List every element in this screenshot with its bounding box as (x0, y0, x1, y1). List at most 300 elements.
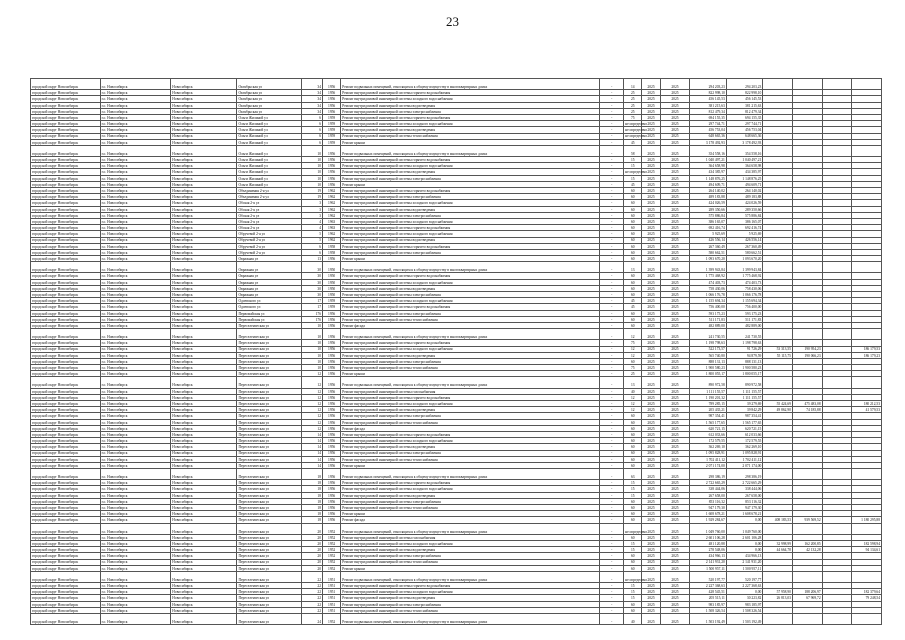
city-cell: Новосибирск (171, 534, 237, 540)
end-year-cell: 2025 (660, 340, 690, 346)
table-row (31, 523, 882, 534)
work-type-cell: Ремонт внутридомовой инженерной системы теплоснабжения (341, 505, 600, 511)
municipality-cell: городской округ Новосибирск (31, 316, 101, 322)
street-cell: Обская 2-я ул (237, 206, 302, 212)
owner-funds-cell: 186 179,53 (852, 346, 882, 352)
quantity-cell: 60 (624, 444, 642, 450)
fund-cost-cell: 482 889,00 (726, 322, 763, 328)
house-cell: 18 (302, 486, 323, 492)
end-year-cell: 2025 (660, 249, 690, 255)
table-body (31, 79, 882, 625)
locality-cell: г.о. Новосибирск (100, 212, 171, 218)
city-cell: Новосибирск (171, 401, 237, 407)
house-cell: 20 (302, 534, 323, 540)
quantity-cell: 40 (624, 388, 642, 394)
municipality-cell: городской округ Новосибирск (31, 96, 101, 102)
street-cell: Одоевского ул (237, 298, 302, 304)
year-cell: 1956 (323, 371, 341, 377)
municipality-cell: городской округ Новосибирск (31, 108, 101, 114)
owner-funds-cell (852, 571, 882, 582)
end-year-cell: 2025 (660, 194, 690, 200)
year-cell: 1952 (323, 540, 341, 546)
fund-cost-cell: 983 185,97 (726, 601, 763, 607)
locality-cell: г.о. Новосибирск (100, 438, 171, 444)
locality-cell: г.о. Новосибирск (100, 292, 171, 298)
year-cell: 1956 (323, 340, 341, 346)
city-cell: Новосибирск (171, 310, 237, 316)
house-cell: 14 (302, 450, 323, 456)
total-cost-cell: 289 350,66 (690, 206, 727, 212)
work-type-cell: Ремонт внутридомовой инженерной системы электроснабжения (341, 498, 600, 504)
municipality-cell: городской округ Новосибирск (31, 262, 101, 273)
year-cell: 1952 (323, 559, 341, 565)
fund-cost-cell: 620 721,15 (726, 425, 763, 431)
street-cell: Переселенческая ул (237, 517, 302, 523)
quantity-cell: 60 (624, 413, 642, 419)
total-cost-cell: 1 702 411,12 (690, 456, 727, 462)
city-cell: Новосибирск (171, 169, 237, 175)
year-cell: 1959 (323, 127, 341, 133)
year-cell: 1952 (323, 547, 341, 553)
work-type-cell: Ремонт внутридомовой инженерной системы горячего водоснабжения (341, 114, 600, 120)
regional-funds-cell: 475 483,08 (792, 401, 822, 407)
municipality-cell: городской округ Новосибирск (31, 565, 101, 571)
quantity-cell: 13 (624, 377, 642, 388)
locality-cell: г.о. Новосибирск (100, 200, 171, 206)
locality-cell: г.о. Новосибирск (100, 329, 171, 340)
end-year-cell: 2025 (660, 108, 690, 114)
start-year-cell: 2025 (642, 559, 660, 565)
house-cell: 18 (302, 492, 323, 498)
total-cost-cell: 482 889,00 (690, 322, 727, 328)
end-year-cell: 2025 (660, 589, 690, 595)
work-type-cell: Ремонт внутридомовой инженерной системы электроснабжения (341, 450, 600, 456)
start-year-cell: 2025 (642, 456, 660, 462)
work-type-cell: Ремонт подвальных помещений, относящихся к общему имуществу в многоквартирных домах (341, 79, 600, 90)
street-cell: Обская 2-я ул (237, 218, 302, 224)
house-cell: 3 (302, 206, 323, 212)
unit-cell: - (600, 492, 624, 498)
total-cost-cell: 580 662,51 (690, 249, 727, 255)
year-cell: 1956 (323, 498, 341, 504)
fund-cost-cell: 39 842,29 (726, 407, 763, 413)
locality-cell: г.о. Новосибирск (100, 511, 171, 517)
city-cell: Новосибирск (171, 571, 237, 582)
house-cell: 12 (302, 401, 323, 407)
owner-funds-cell (852, 469, 882, 480)
municipality-cell: городской округ Новосибирск (31, 547, 101, 553)
locality-cell: г.о. Новосибирск (100, 121, 171, 127)
city-cell: Новосибирск (171, 595, 237, 601)
unit-cell: - (600, 139, 624, 145)
work-type-cell: Ремонт внутридомовой инженерной системы водоотведения (341, 285, 600, 291)
year-cell: 1956 (323, 329, 341, 340)
end-year-cell: 2025 (660, 322, 690, 328)
house-cell: 20 (302, 540, 323, 546)
work-type-cell: Ремонт внутридомовой инженерной системы электроснабжения (341, 358, 600, 364)
house-cell: 18 (302, 505, 323, 511)
unit-cell: - (600, 237, 624, 243)
unit-cell: - (600, 249, 624, 255)
locality-cell: г.о. Новосибирск (100, 565, 171, 571)
local-funds-cell (822, 79, 852, 90)
fund-cost-cell: 94 879,59 (726, 352, 763, 358)
municipality-cell: городской округ Новосибирск (31, 425, 101, 431)
quantity-cell: 60 (624, 553, 642, 559)
municipality-cell: городской округ Новосибирск (31, 431, 101, 437)
street-cell: Овражная ул (237, 273, 302, 279)
federal-funds-cell (763, 262, 793, 273)
total-cost-cell: 354 558,16 (690, 145, 727, 156)
total-cost-cell: 1 148 876,25 (690, 175, 727, 181)
locality-cell: г.о. Новосибирск (100, 431, 171, 437)
locality-cell: г.о. Новосибирск (100, 262, 171, 273)
municipality-cell: городской округ Новосибирск (31, 188, 101, 194)
quantity-cell: не определено (624, 571, 642, 582)
fund-cost-cell: 1 111 155,57 (726, 388, 763, 394)
regional-funds-cell: 188 206,97 (792, 589, 822, 595)
street-cell: Переселенческая ул (237, 565, 302, 571)
unit-cell: - (600, 571, 624, 582)
fund-cost-cell: 289 350,66 (726, 206, 763, 212)
city-cell: Новосибирск (171, 394, 237, 400)
year-cell: 1956 (323, 419, 341, 425)
fund-cost-cell: 1 608 678,21 (726, 511, 763, 517)
street-cell: Обручевой 2-я ул (237, 249, 302, 255)
end-year-cell: 2025 (660, 425, 690, 431)
total-cost-cell: 1 508 326,54 (690, 607, 727, 613)
total-cost-cell: 474 403,73 (690, 279, 727, 285)
fund-cost-cell: 3 178 492,93 (726, 139, 763, 145)
quantity-cell: 15 (624, 480, 642, 486)
regional-funds-cell (792, 614, 822, 625)
quantity-cell: 45 (624, 139, 642, 145)
locality-cell: г.о. Новосибирск (100, 273, 171, 279)
start-year-cell: 2025 (642, 322, 660, 328)
end-year-cell: 2025 (660, 121, 690, 127)
locality-cell: г.о. Новосибирск (100, 371, 171, 377)
regional-funds-cell: 939 569,52 (792, 517, 822, 523)
city-cell: Новосибирск (171, 279, 237, 285)
end-year-cell: 2025 (660, 565, 690, 571)
end-year-cell: 2025 (660, 157, 690, 163)
city-cell: Новосибирск (171, 256, 237, 262)
owner-funds-cell (852, 377, 882, 388)
fund-cost-cell: 297 744,71 (726, 121, 763, 127)
work-type-cell: Ремонт внутридомовой инженерной системы газоснабжения (341, 388, 600, 394)
work-type-cell: Ремонт внутридомовой инженерной системы горячего водоснабжения (341, 157, 600, 163)
end-year-cell: 2025 (660, 540, 690, 546)
work-type-cell: Ремонт внутридомовой инженерной системы холодного водоснабжения (341, 438, 600, 444)
work-type-cell: Ремонт внутридомовой инженерной системы водоотведения (341, 169, 600, 175)
unit-cell: - (600, 262, 624, 273)
street-cell: Переселенческая ул (237, 469, 302, 480)
street-cell: Ольги Жилиной ул (237, 157, 302, 163)
house-cell: 19 (302, 188, 323, 194)
year-cell: 1956 (323, 377, 341, 388)
start-year-cell: 2025 (642, 431, 660, 437)
work-type-cell: Ремонт подвальных помещений, относящихся к общему имуществу в многоквартирных домах (341, 329, 600, 340)
quantity-cell: 60 (624, 438, 642, 444)
fund-cost-cell: 1 775 468,92 (726, 273, 763, 279)
work-type-cell: Ремонт внутридомовой инженерной системы горячего водоснабжения (341, 583, 600, 589)
start-year-cell: 2025 (642, 163, 660, 169)
municipality-cell: городской округ Новосибирск (31, 601, 101, 607)
regional-funds-cell (792, 469, 822, 480)
municipality-cell: городской округ Новосибирск (31, 511, 101, 517)
locality-cell: г.о. Новосибирск (100, 133, 171, 139)
work-type-cell: Ремонт внутридомовой инженерной системы холодного водоснабжения (341, 279, 600, 285)
city-cell: Новосибирск (171, 358, 237, 364)
total-cost-cell: 456 145,53 (690, 96, 727, 102)
locality-cell: г.о. Новосибирск (100, 114, 171, 120)
owner-funds-cell: 94 134,61 (852, 547, 882, 553)
fund-cost-cell: 1 500 957,11 (726, 565, 763, 571)
street-cell: Овражная ул (237, 292, 302, 298)
start-year-cell: 2025 (642, 298, 660, 304)
quantity-cell: 60 (624, 231, 642, 237)
work-type-cell: Ремонт внутридомовой инженерной системы горячего водоснабжения (341, 431, 600, 437)
fund-cost-cell: 888 131,13 (726, 358, 763, 364)
year-cell: 1952 (323, 614, 341, 625)
city-cell: Новосибирск (171, 285, 237, 291)
municipality-cell: городской округ Новосибирск (31, 175, 101, 181)
house-cell: 14 (302, 431, 323, 437)
street-cell: Переселенческая ул (237, 456, 302, 462)
house-cell: 10 (302, 163, 323, 169)
street-cell: Переселенческая ул (237, 595, 302, 601)
municipality-cell: городской округ Новосибирск (31, 371, 101, 377)
start-year-cell: 2025 (642, 614, 660, 625)
municipality-cell: городской округ Новосибирск (31, 273, 101, 279)
local-funds-cell (822, 145, 852, 156)
house-cell: 14 (302, 456, 323, 462)
street-cell: Ольги Жилиной ул (237, 163, 302, 169)
street-cell: Овражная ул (237, 262, 302, 273)
fund-cost-cell: 1 066 176,78 (726, 292, 763, 298)
unit-cell: - (600, 377, 624, 388)
fund-cost-cell: 756 400,00 (726, 304, 763, 310)
end-year-cell: 2025 (660, 450, 690, 456)
house-cell: 22 (302, 607, 323, 613)
year-cell: 1952 (323, 534, 341, 540)
end-year-cell: 2025 (660, 607, 690, 613)
fund-cost-cell: 853 116,32 (726, 498, 763, 504)
quantity-cell: 12 (624, 401, 642, 407)
end-year-cell: 2025 (660, 571, 690, 582)
unit-cell: - (600, 322, 624, 328)
quantity-cell: 60 (624, 206, 642, 212)
unit-cell: - (600, 273, 624, 279)
street-cell: Переселенческая ул (237, 322, 302, 328)
locality-cell: г.о. Новосибирск (100, 571, 171, 582)
work-type-cell: Ремонт внутридомовой инженерной системы горячего водоснабжения (341, 394, 600, 400)
fund-cost-cell: 692 416,74 (726, 225, 763, 231)
unit-cell: - (600, 401, 624, 407)
street-cell: Ольги Жилиной ул (237, 139, 302, 145)
year-cell: 1956 (323, 492, 341, 498)
unit-cell: - (600, 157, 624, 163)
locality-cell: г.о. Новосибирск (100, 559, 171, 565)
street-cell: Переселенческая ул (237, 523, 302, 534)
unit-cell: - (600, 225, 624, 231)
total-cost-cell: 241 730,55 (690, 329, 727, 340)
year-cell: 1956 (323, 388, 341, 394)
total-cost-cell: 822 998,10 (690, 90, 727, 96)
street-cell: Переселенческая ул (237, 553, 302, 559)
city-cell: Новосибирск (171, 200, 237, 206)
city-cell: Новосибирск (171, 292, 237, 298)
start-year-cell: 2025 (642, 200, 660, 206)
total-cost-cell: 1 198 798,63 (690, 340, 727, 346)
quantity-cell: 45 (624, 181, 642, 187)
start-year-cell: 2025 (642, 565, 660, 571)
start-year-cell: 2025 (642, 419, 660, 425)
street-cell: Переселенческая ул (237, 329, 302, 340)
fund-cost-cell: 338 444,06 (726, 486, 763, 492)
street-cell: Переселенческая ул (237, 486, 302, 492)
total-cost-cell: 1 040 497,21 (690, 157, 727, 163)
municipality-cell: городской округ Новосибирск (31, 145, 101, 156)
quantity-cell: 25 (624, 102, 642, 108)
house-cell: 12 (302, 413, 323, 419)
locality-cell: г.о. Новосибирск (100, 401, 171, 407)
unit-cell: - (600, 96, 624, 102)
start-year-cell: 2025 (642, 388, 660, 394)
municipality-cell: городской округ Новосибирск (31, 102, 101, 108)
street-cell: Переселенческая ул (237, 559, 302, 565)
street-cell: Октябрьская ул (237, 108, 302, 114)
street-cell: Объединения 2-я ул (237, 194, 302, 200)
street-cell: Переселенческая ул (237, 614, 302, 625)
work-type-cell: Ремонт внутридомовой инженерной системы электроснабжения (341, 310, 600, 316)
locality-cell: г.о. Новосибирск (100, 425, 171, 431)
municipality-cell: городской округ Новосибирск (31, 523, 101, 534)
work-type-cell: Ремонт внутридомовой инженерной системы холодного водоснабжения (341, 163, 600, 169)
municipality-cell: городской округ Новосибирск (31, 517, 101, 523)
work-type-cell: Ремонт внутридомовой инженерной системы холодного водоснабжения (341, 346, 600, 352)
house-cell: 34 (302, 90, 323, 96)
table-row (31, 145, 882, 156)
start-year-cell: 2025 (642, 553, 660, 559)
locality-cell: г.о. Новосибирск (100, 407, 171, 413)
year-cell: 1956 (323, 322, 341, 328)
quantity-cell: 60 (624, 450, 642, 456)
city-cell: Новосибирск (171, 589, 237, 595)
house-cell: 5 (302, 231, 323, 237)
street-cell: Обручевой 2-я ул (237, 231, 302, 237)
end-year-cell: 2025 (660, 462, 690, 468)
year-cell: 1950 (323, 262, 341, 273)
work-type-cell: Ремонт внутридомовой инженерной системы водоотведения (341, 102, 600, 108)
house-cell: 3 (302, 212, 323, 218)
street-cell: Переселенческая ул (237, 540, 302, 546)
owner-funds-cell: 182 379,64 (852, 589, 882, 595)
house-cell: 20 (302, 523, 323, 534)
locality-cell: г.о. Новосибирск (100, 523, 171, 534)
municipality-cell: городской округ Новосибирск (31, 218, 101, 224)
unit-cell: - (600, 243, 624, 249)
work-type-cell: Ремонт внутридомовой инженерной системы горячего водоснабжения (341, 188, 600, 194)
fund-cost-cell: 364 658,98 (726, 163, 763, 169)
fund-cost-cell: 424 026,59 (726, 200, 763, 206)
start-year-cell: 2025 (642, 90, 660, 96)
regional-funds-cell (792, 262, 822, 273)
year-cell: 1950 (323, 273, 341, 279)
end-year-cell: 2025 (660, 243, 690, 249)
table-row (31, 571, 882, 582)
quantity-cell: 12 (624, 352, 642, 358)
year-cell: 1959 (323, 121, 341, 127)
year-cell: 1956 (323, 462, 341, 468)
locality-cell: г.о. Новосибирск (100, 444, 171, 450)
fund-cost-cell: 758 430,06 (726, 285, 763, 291)
year-cell: 1956 (323, 358, 341, 364)
total-cost-cell: 789 285,15 (690, 401, 727, 407)
quantity-cell: 15 (624, 595, 642, 601)
end-year-cell: 2025 (660, 498, 690, 504)
end-year-cell: 2025 (660, 553, 690, 559)
total-cost-cell: 362 269,10 (690, 444, 727, 450)
house-cell: 10 (302, 322, 323, 328)
total-cost-cell: 756 400,00 (690, 304, 727, 310)
locality-cell: г.о. Новосибирск (100, 517, 171, 523)
municipality-cell: городской округ Новосибирск (31, 304, 101, 310)
unit-cell: - (600, 540, 624, 546)
locality-cell: г.о. Новосибирск (100, 79, 171, 90)
work-type-cell: Ремонт внутридомовой инженерной системы холодного водоснабжения (341, 231, 600, 237)
unit-cell: - (600, 553, 624, 559)
work-type-cell: Ремонт внутридомовой инженерной системы горячего водоснабжения (341, 225, 600, 231)
work-type-cell: Ремонт подвальных помещений, относящихся к общему имуществу в многоквартирных домах (341, 262, 600, 273)
city-cell: Новосибирск (171, 450, 237, 456)
unit-cell: - (600, 425, 624, 431)
start-year-cell: 2025 (642, 256, 660, 262)
year-cell: 1952 (323, 523, 341, 534)
quantity-cell: 60 (624, 462, 642, 468)
end-year-cell: 2025 (660, 206, 690, 212)
street-cell: Переселенческая ул (237, 571, 302, 582)
total-cost-cell: 511 171,83 (690, 316, 727, 322)
unit-cell: - (600, 310, 624, 316)
quantity-cell: 60 (624, 565, 642, 571)
street-cell: Ольги Жилиной ул (237, 145, 302, 156)
street-cell: Октябрьская ул (237, 96, 302, 102)
locality-cell: г.о. Новосибирск (100, 394, 171, 400)
work-type-cell: Ремонт крыши (341, 371, 600, 377)
quantity-cell: 12 (624, 407, 642, 413)
start-year-cell: 2025 (642, 540, 660, 546)
street-cell: Октябрьская ул (237, 79, 302, 90)
city-cell: Новосибирск (171, 388, 237, 394)
unit-cell: - (600, 298, 624, 304)
unit-cell: - (600, 583, 624, 589)
locality-cell: г.о. Новосибирск (100, 340, 171, 346)
street-cell: Переселенческая ул (237, 607, 302, 613)
end-year-cell: 2025 (660, 505, 690, 511)
fund-cost-cell: 267 658,00 (726, 492, 763, 498)
city-cell: Новосибирск (171, 262, 237, 273)
unit-cell: - (600, 163, 624, 169)
municipality-cell: городской округ Новосибирск (31, 169, 101, 175)
city-cell: Новосибирск (171, 425, 237, 431)
municipality-cell: городской округ Новосибирск (31, 377, 101, 388)
work-type-cell: Ремонт крыши (341, 181, 600, 187)
locality-cell: г.о. Новосибирск (100, 145, 171, 156)
total-cost-cell: 267 360,49 (690, 243, 727, 249)
street-cell: Переселенческая ул (237, 419, 302, 425)
fund-cost-cell: 434 966,13 (726, 553, 763, 559)
